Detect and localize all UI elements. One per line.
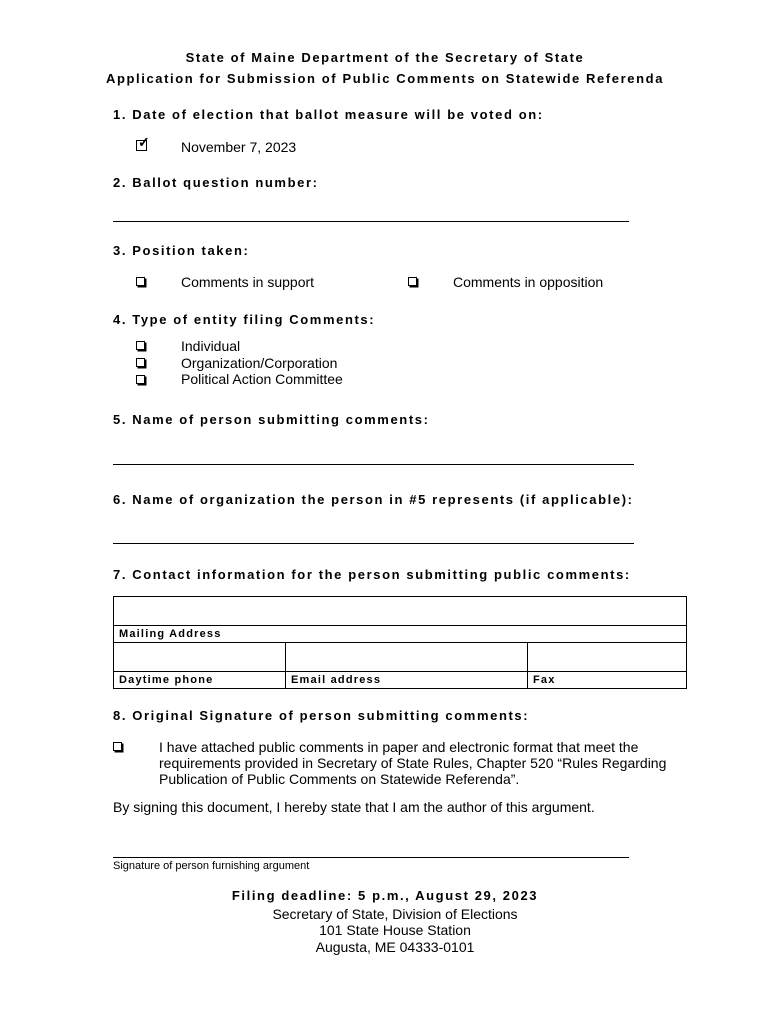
q6-heading: 6. Name of organization the person in #5 represents (if applicable): bbox=[113, 492, 634, 507]
election-date-checkbox[interactable] bbox=[136, 134, 150, 151]
q5-heading: 5. Name of person submitting comments: bbox=[113, 412, 430, 427]
attestation-line-1: I have attached public comments in paper and electronic format that meet the bbox=[159, 739, 639, 755]
daytime-phone-label: Daytime phone bbox=[119, 674, 214, 686]
pac-label: Political Action Committee bbox=[181, 371, 343, 387]
address-line-1: Secretary of State, Division of Elections bbox=[272, 906, 518, 922]
address-line-3: Augusta, ME 04333-0101 bbox=[315, 939, 475, 955]
mailing-address-label: Mailing Address bbox=[119, 628, 222, 640]
support-checkbox[interactable] bbox=[136, 277, 145, 286]
election-date-label: November 7, 2023 bbox=[181, 139, 297, 155]
q7-heading: 7. Contact information for the person submitting public comments: bbox=[113, 567, 631, 582]
attestation-line-2: requirements provided in Secretary of State Rules, Chapter 520 “Rules Regarding bbox=[159, 755, 667, 771]
email-address-field[interactable] bbox=[286, 643, 525, 670]
table-divider bbox=[113, 671, 687, 672]
q1-heading: 1. Date of election that ballot measure will be voted on: bbox=[113, 107, 544, 122]
table-divider bbox=[527, 642, 528, 689]
opposition-label: Comments in opposition bbox=[453, 274, 604, 290]
q4-heading: 4. Type of entity filing Comments: bbox=[113, 312, 376, 327]
checkmark-icon: ✓ bbox=[138, 134, 150, 150]
organization-label: Organization/Corporation bbox=[181, 355, 338, 371]
form-subtitle: Application for Submission of Public Comments on Statewide Referenda bbox=[105, 71, 665, 86]
author-statement: By signing this document, I hereby state that I am the author of this argument. bbox=[113, 799, 595, 815]
ballot-question-field[interactable] bbox=[113, 221, 629, 222]
attestation-line-3: Publication of Public Comments on Statewide Referenda”. bbox=[159, 771, 520, 787]
q2-heading: 2. Ballot question number: bbox=[113, 175, 319, 190]
fax-field[interactable] bbox=[528, 643, 686, 670]
signature-field[interactable] bbox=[113, 857, 629, 858]
table-divider bbox=[285, 642, 286, 689]
q8-heading: 8. Original Signature of person submitting comments: bbox=[113, 708, 530, 723]
organization-checkbox[interactable] bbox=[136, 358, 145, 367]
form-title: State of Maine Department of the Secretary of State bbox=[185, 50, 585, 65]
individual-label: Individual bbox=[181, 338, 241, 354]
organization-name-field[interactable] bbox=[113, 543, 634, 544]
q3-heading: 3. Position taken: bbox=[113, 243, 250, 258]
fax-label: Fax bbox=[533, 674, 556, 686]
support-label: Comments in support bbox=[181, 274, 315, 290]
mailing-address-field[interactable] bbox=[114, 597, 686, 624]
signature-label: Signature of person furnishing argument bbox=[113, 860, 310, 872]
table-divider bbox=[113, 625, 687, 626]
individual-checkbox[interactable] bbox=[136, 341, 145, 350]
submitter-name-field[interactable] bbox=[113, 464, 634, 465]
daytime-phone-field[interactable] bbox=[114, 643, 284, 670]
pac-checkbox[interactable] bbox=[136, 375, 145, 384]
email-address-label: Email address bbox=[291, 674, 382, 686]
attestation-checkbox[interactable] bbox=[113, 742, 122, 751]
filing-deadline: Filing deadline: 5 p.m., August 29, 2023 bbox=[231, 888, 539, 903]
address-line-2: 101 State House Station bbox=[319, 922, 471, 938]
opposition-checkbox[interactable] bbox=[408, 277, 417, 286]
